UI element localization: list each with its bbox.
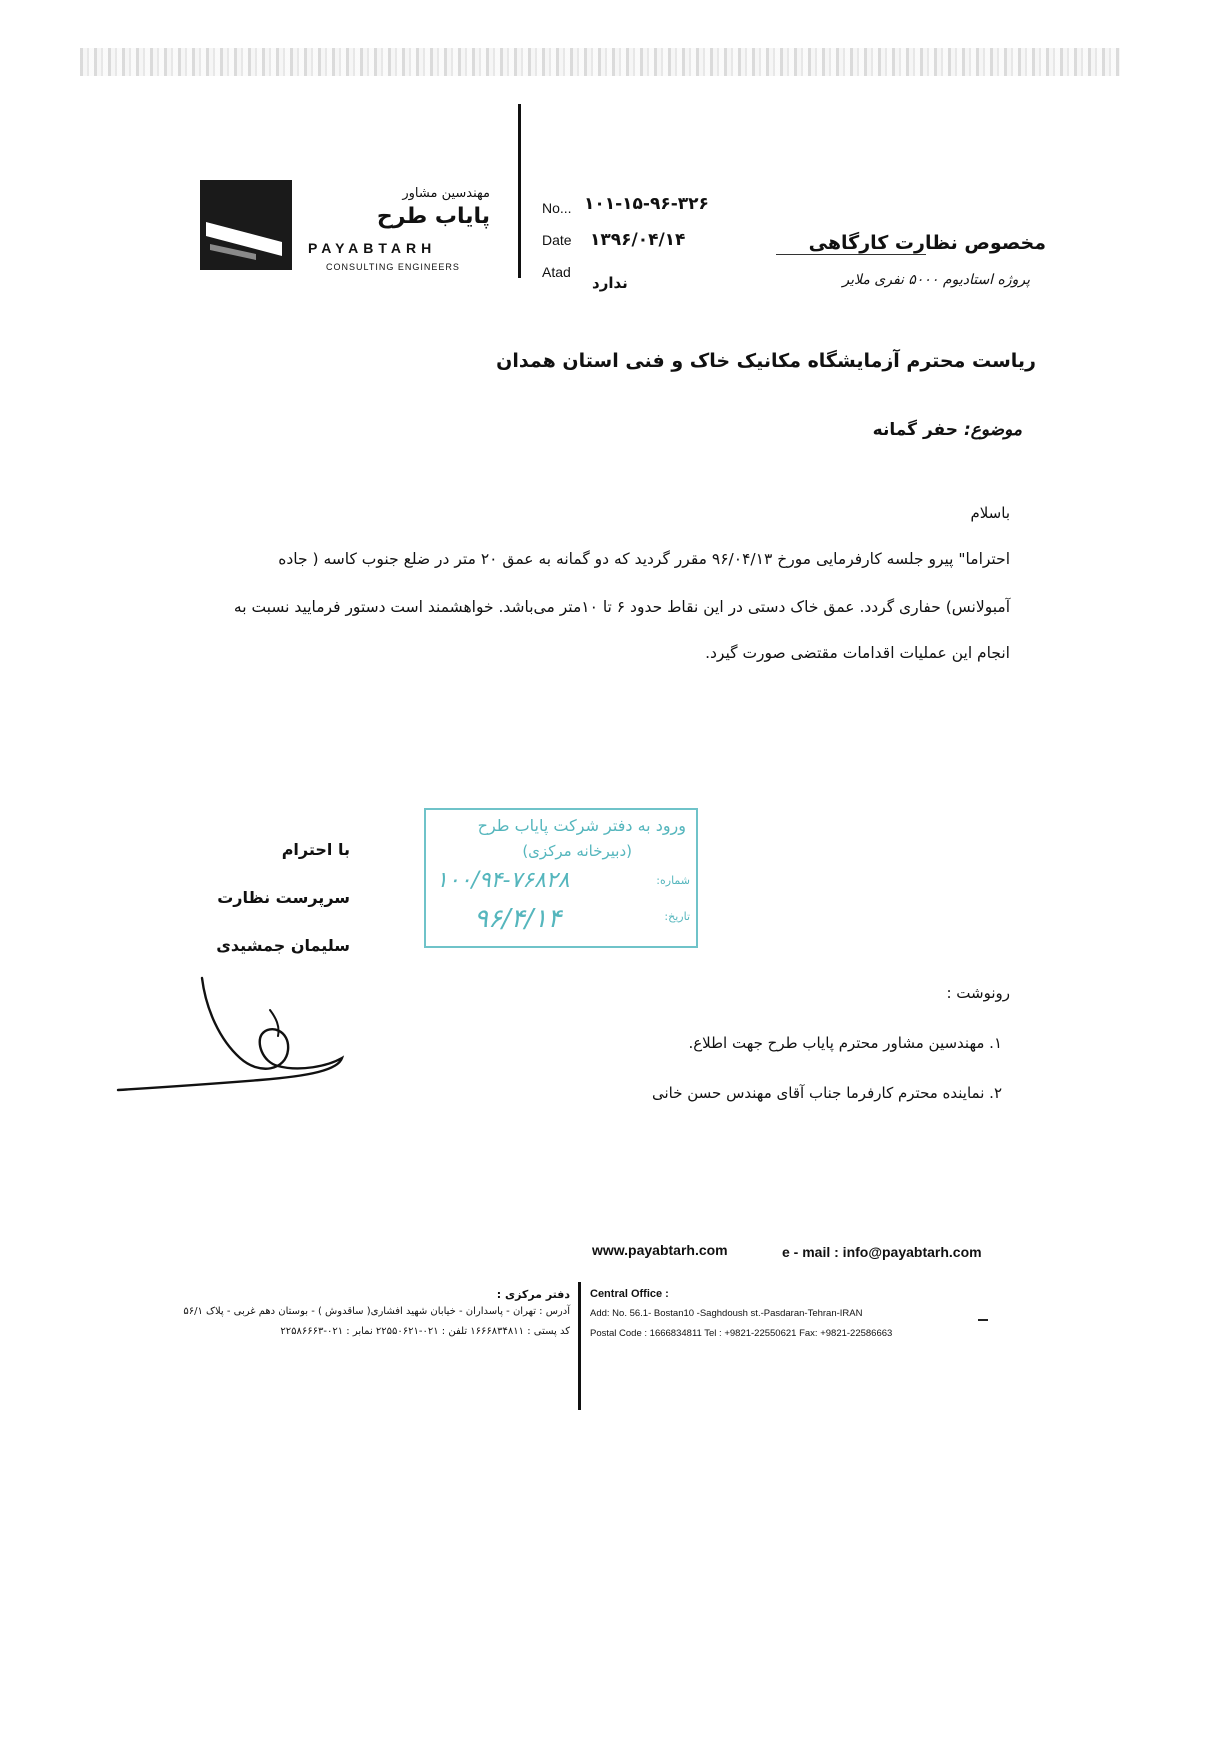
body-line-2: آمبولانس) حفاری گردد. عمق خاک دستی در این نقاط حدود ۶ تا ۱۰متر می‌باشد. خواهشمند است دستور فرمایید نسبت به xyxy=(233,598,1010,616)
footer-central-office-en: Central Office : xyxy=(590,1288,669,1300)
cc-item-1: ۱. مهندسین مشاور محترم پایاب طرح جهت اطلاع. xyxy=(688,1034,1002,1052)
logo-mark-icon xyxy=(200,180,292,270)
subject-line xyxy=(760,420,1022,440)
footer-address-en: Add: No. 56.1- Bostan10 -Saghdoush st.-Pasdaran-Tehran-IRAN xyxy=(590,1308,863,1319)
recipient: ریاست محترم آزمایشگاه مکانیک خاک و فنی استان همدان xyxy=(496,350,1036,372)
number-value: ۱۰۱-۱۵-۹۶-۳۲۶ xyxy=(584,194,709,214)
stamp-number-value: ۱۰۰/۹۴-۷۶۸۲۸ xyxy=(436,868,570,893)
stamp-line-1: ورود به دفتر شرکت پایاب طرح xyxy=(477,816,686,835)
number-label: No... xyxy=(542,200,572,216)
body-line-3: انجام این عملیات اقدامات مقتضی صورت گیرد. xyxy=(705,644,1010,662)
footer-dash-mark xyxy=(978,1319,988,1321)
signer-role: سرپرست نظارت xyxy=(217,888,350,907)
footer-postal-fa: کد پستی : ۱۶۶۶۸۳۴۸۱۱ تلفن : ۰۲۱-۲۲۵۵۰۶۲۱ نمابر : ۰۲۱-۲۲۵۸۶۶۶۳ xyxy=(280,1326,570,1337)
header-divider xyxy=(518,104,521,278)
date-value: ۱۳۹۶/۰۴/۱۴ xyxy=(590,230,686,250)
footer-postal-en: Postal Code : 1666834811 Tel : +9821-22550621 Fax: +9821-22586663 xyxy=(590,1328,893,1339)
signer-name: سلیمان جمشیدی xyxy=(216,936,350,955)
company-name-fa-small: مهندسین مشاور xyxy=(402,186,490,201)
company-name-en: PAYABTARH xyxy=(308,240,437,256)
greeting: باسلام xyxy=(970,504,1010,522)
footer-central-office-fa: دفتر مرکزی : xyxy=(496,1288,570,1301)
stamp-number-label: شماره: xyxy=(656,874,690,887)
footer-divider xyxy=(578,1282,581,1410)
attachment-value: ندارد xyxy=(592,274,628,292)
attachment-label: Atad xyxy=(542,264,571,280)
body-line-1: احتراما" پیرو جلسه کارفرمایی مورخ ۹۶/۰۴/۱۳ مقرر گردید که دو گمانه به عمق ۲۰ متر در ضلع جنوب کاسه ( جاده xyxy=(278,550,1010,568)
company-logo xyxy=(200,180,292,270)
handwritten-signature xyxy=(110,970,360,1100)
subject-label: موضوع: xyxy=(963,420,1022,440)
title-underline xyxy=(776,254,926,255)
footer-website[interactable]: www.payabtarh.com xyxy=(592,1242,728,1258)
closing: با احترام xyxy=(281,840,350,859)
project-name: پروژه استادیوم ۵۰۰۰ نفری ملایر xyxy=(842,272,1030,288)
receipt-stamp xyxy=(424,808,698,948)
company-name-fa: پایاب طرح xyxy=(376,204,490,229)
scan-artifact-strip xyxy=(80,48,1120,76)
company-name-en-sub: CONSULTING ENGINEERS xyxy=(326,262,460,272)
cc-label: رونوشت : xyxy=(946,984,1010,1002)
footer-address-fa: آدرس : تهران - پاسداران - خیابان شهید افشاری( ساقدوش ) - بوستان دهم غربی - پلاک ۵۶/۱ xyxy=(183,1306,570,1317)
footer-email[interactable]: e - mail : info@payabtarh.com xyxy=(782,1244,982,1260)
subject-text: حفر گمانه xyxy=(872,420,959,440)
stamp-line-2: (دبیرخانه مرکزی) xyxy=(522,842,632,860)
stamp-date-value: ۹۶/۴/۱۴ xyxy=(474,904,562,934)
cc-item-2: ۲. نماینده محترم کارفرما جناب آقای مهندس حسن خانی xyxy=(651,1084,1002,1102)
date-label: Date xyxy=(542,232,572,248)
stamp-date-label: تاریخ: xyxy=(664,910,690,923)
document-class-title: مخصوص نظارت کارگاهی xyxy=(808,232,1046,254)
